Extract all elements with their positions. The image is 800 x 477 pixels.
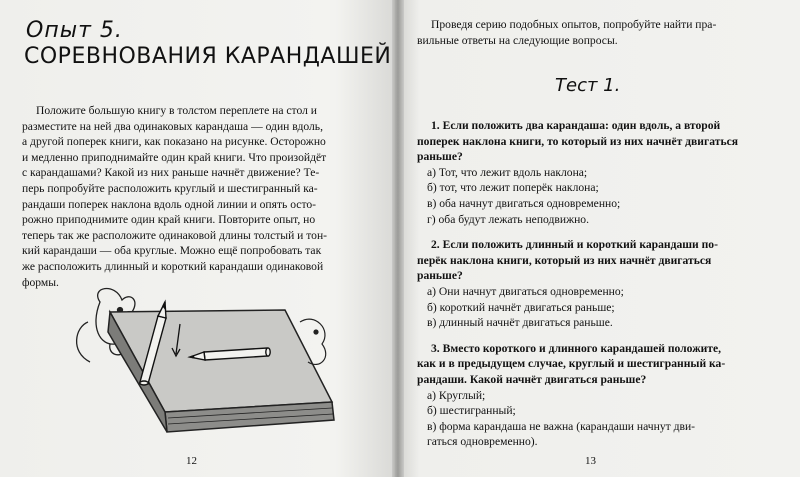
body-line: разместите на ней два одинаковых карандаша — один вдоль,: [22, 119, 323, 133]
question-2: [417, 237, 782, 331]
answer-option: в) оба начнут двигаться одновременно;: [427, 196, 621, 210]
answer-option: б) тот, что лежит поперёк наклона;: [427, 181, 599, 195]
answer-option: а) Они начнут двигаться одновременно;: [427, 284, 624, 298]
body-line: рандаши поперек наклона вдоль одной линии и опять осто-: [22, 197, 317, 211]
body-line: перь попробуйте расположить круглый и шестигранный ка-: [22, 181, 318, 195]
question-line: перёк наклона книги, который из них начнёт двигаться: [417, 253, 712, 267]
book-drawing: [108, 310, 334, 432]
answer-option: в) форма карандаша не важна (карандаши начнут дви-: [427, 419, 696, 433]
question-line: раньше?: [417, 269, 463, 283]
question-line: 2. Если положить длинный и короткий карандаши по-: [431, 238, 718, 252]
body-line: рожно приподнимите один край книги. Повторите опыт, но: [22, 213, 316, 227]
book-pencils-illustration: [70, 282, 350, 462]
intro-text: [417, 17, 777, 48]
body-line: и медленно приподнимайте один край книги. Что произойдёт: [22, 150, 327, 164]
question-line: раньше?: [417, 150, 463, 164]
experiment-title: Опыт 5.: [26, 18, 123, 43]
question-1: [417, 118, 782, 227]
body-line: Положите большую книгу в толстом переплете на стол и: [36, 104, 317, 117]
question-3: [417, 341, 782, 450]
body-line: теперь так же расположите одинаковой длины толстый и тон-: [22, 228, 328, 242]
question-text: [417, 237, 782, 284]
question-line: как и в предыдущем случае, круглый и шестигранный ка-: [417, 357, 726, 371]
question-line: 1. Если положить два карандаша: один вдоль, а второй: [431, 119, 721, 132]
body-line: же расположить длинный и короткий карандаши одинаковой: [22, 259, 324, 273]
answer-option: в) длинный начнёт двигаться раньше.: [427, 316, 613, 330]
body-line: а другой поперек книги, как показано на рисунке. Осторожно: [22, 135, 326, 149]
body-line: с карандашами? Какой из них раньше начнёт движение? Те-: [22, 166, 320, 180]
experiment-heading: СОРЕВНОВАНИЯ КАРАНДАШЕЙ: [24, 44, 392, 69]
right-page: [395, 0, 800, 477]
body-line: кий карандаши — оба круглые. Можно ещё попробовать так: [22, 244, 322, 258]
question-line: рандаши. Какой начнёт двигаться раньше?: [417, 372, 647, 386]
question-line: 3. Вместо короткого и длинного карандашей положите,: [431, 341, 722, 355]
page-number: 12: [186, 455, 197, 467]
answer-option: б) короткий начнёт двигаться раньше;: [427, 300, 615, 314]
experiment-description: [22, 103, 377, 290]
answer-option: а) Тот, что лежит вдоль наклона;: [427, 165, 588, 179]
questions-list: [417, 118, 782, 460]
answer-option: г) оба будут лежать неподвижно.: [427, 212, 589, 226]
left-page: [0, 0, 395, 477]
intro-line: вильные ответы на следующие вопросы.: [417, 33, 618, 47]
question-text: [417, 341, 782, 388]
question-text: [417, 118, 782, 165]
page-number: 13: [585, 455, 596, 467]
answer-option: гаться одновременно).: [427, 435, 538, 449]
book-gutter: [392, 0, 404, 477]
intro-line: Проведя серию подобных опытов, попробуйте найти пра-: [431, 18, 717, 31]
answer-option: б) шестигранный;: [427, 404, 516, 418]
test-title: Тест 1.: [555, 75, 621, 96]
question-line: поперек наклона книги, то который из них начнёт двигаться: [417, 134, 738, 148]
answer-option: а) Круглый;: [427, 388, 486, 402]
body-line: формы.: [22, 275, 59, 289]
